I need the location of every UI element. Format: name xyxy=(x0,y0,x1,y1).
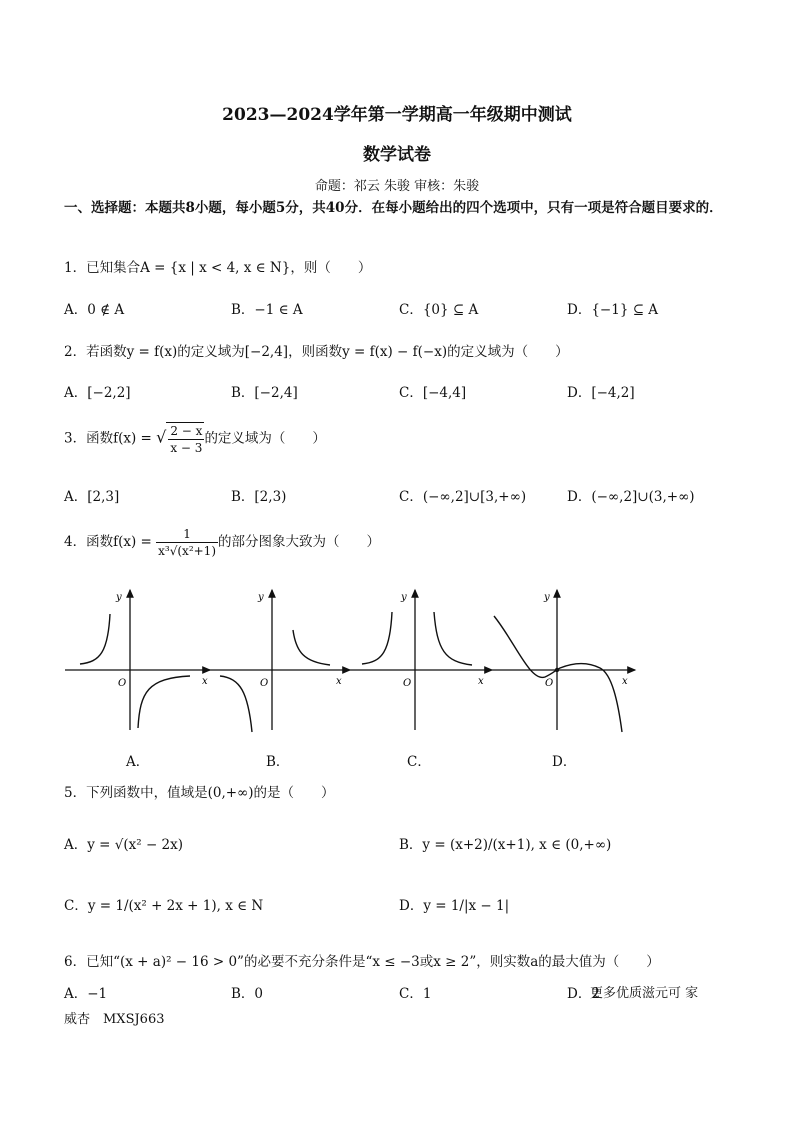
exam-authors: 命题：祁云 朱骏 审核：朱骏 xyxy=(314,179,480,194)
q2-option-d: D．[−4,2] xyxy=(567,385,635,401)
q4-option-a: A． xyxy=(126,754,150,770)
graph-b-curve-right xyxy=(293,630,330,665)
q5-option-b: B．y = (x+2)/(x+1), x ∈ (0,+∞) xyxy=(399,837,612,853)
q4-stem-suffix: 的部分图象大致为（ ） xyxy=(218,534,380,550)
graph-a xyxy=(65,590,210,730)
graph-d-origin-label: O xyxy=(545,678,554,689)
graph-b-curve-left xyxy=(220,676,252,732)
q2-option-c: C．[−4,4] xyxy=(399,385,467,401)
graph-a-x-label: x xyxy=(202,676,208,687)
q3-stem-suffix: 的定义域为（ ） xyxy=(204,430,326,447)
watermark-line-1: 更多优质滋元可 家 xyxy=(590,986,699,1001)
graph-c-x-label: x xyxy=(478,676,484,687)
question-6-stem: 6．已知“(x + a)² − 16 > 0”的必要不充分条件是“x ≤ −3或x ≥ 2”，则实数a的最大值为（ ） xyxy=(64,954,660,970)
graph-b-origin-label: O xyxy=(260,678,269,689)
q1-option-c: C．{0} ⊆ A xyxy=(399,302,479,318)
q5-option-c: C．y = 1/(x² + 2x + 1), x ∈ N xyxy=(64,898,264,914)
q2-option-b: B．[−2,4] xyxy=(231,385,298,401)
q1-option-b: B．−1 ∈ A xyxy=(231,302,303,318)
q2-option-a: A．[−2,2] xyxy=(64,385,131,401)
graph-d xyxy=(492,590,635,732)
q4-option-c: C． xyxy=(407,754,431,770)
exam-title: 2023—2024学年第一学期高一年级期中测试 xyxy=(222,105,572,125)
q3-stem-prefix: 3．函数f(x) = xyxy=(64,430,157,447)
graph-a-origin-label: O xyxy=(118,678,127,689)
q4-stem-prefix: 4．函数f(x) = xyxy=(64,534,157,550)
graph-c-y-label: y xyxy=(401,592,407,603)
graph-c xyxy=(350,590,492,730)
q1-option-a: A．0 ∉ A xyxy=(64,302,125,318)
graph-b-y-label: y xyxy=(258,592,264,603)
q4-option-b: B． xyxy=(266,754,290,770)
graph-c-origin-label: O xyxy=(403,678,412,689)
q4-option-d: D． xyxy=(552,754,577,770)
graph-a-curve-left xyxy=(80,614,110,664)
q3-denominator: x − 3 xyxy=(170,441,203,455)
graph-d-y-label: y xyxy=(544,592,550,603)
question-2-stem: 2．若函数y = f(x)的定义域为[−2,4]，则函数y = f(x) − f(−x)的定义域为（ ） xyxy=(64,344,569,360)
exam-subtitle: 数学试卷 xyxy=(363,145,431,165)
graph-c-curve-right xyxy=(434,612,472,665)
section-heading: 一、选择题：本题共8小题，每小题5分，共40分．在每小题给出的四个选项中，只有一项是符合题目要求的． xyxy=(64,200,723,216)
graph-b-x-label: x xyxy=(336,676,342,687)
q3-numerator: 2 − x xyxy=(170,424,203,438)
q1-option-d: D．{−1} ⊆ A xyxy=(567,302,659,318)
q6-option-a: A．−1 xyxy=(64,986,108,1002)
graph-d-curve xyxy=(494,616,622,732)
question-4-stem xyxy=(64,526,380,559)
q6-option-c: C．1 xyxy=(399,986,432,1002)
question-3-stem: 3．函数f(x) = √ $\frac{2 - x}{x - 3}$ 的定义域为（ ） xyxy=(64,424,326,455)
q6-option-b: B．0 xyxy=(231,986,264,1002)
question-5-stem: 5．下列函数中，值域是(0,+∞)的是（ ） xyxy=(64,785,335,801)
q3-option-d: D．(−∞,2]∪(3,+∞) xyxy=(567,489,695,505)
q3-option-a: A．[2,3] xyxy=(64,489,120,505)
graph-b xyxy=(208,590,350,732)
graph-a-curve-right xyxy=(138,676,190,728)
graph-d-x-label: x xyxy=(622,676,628,687)
watermark-line-2: 威杏 MXSJ663 xyxy=(64,1012,165,1027)
graph-c-curve-left xyxy=(362,612,392,664)
q4-numerator: 1 xyxy=(183,527,191,541)
q5-option-d: D．y = 1/|x − 1| xyxy=(399,898,510,914)
graph-d-origin-dot xyxy=(555,668,559,672)
q5-option-a: A．y = √(x² − 2x) xyxy=(64,837,184,853)
q4-graphs xyxy=(60,582,650,742)
graph-a-y-label: y xyxy=(116,592,122,603)
q3-option-b: B．[2,3) xyxy=(231,489,287,505)
q6-option-d: D．2 xyxy=(567,986,600,1002)
q4-fraction xyxy=(156,526,218,559)
q3-fraction xyxy=(166,422,204,456)
q3-option-c: C．(−∞,2]∪[3,+∞) xyxy=(399,489,527,505)
q4-denominator: x³√(x²+1) xyxy=(158,544,216,558)
question-1-stem: 1．已知集合A = {x | x < 4, x ∈ N}，则（ ） xyxy=(64,260,372,276)
